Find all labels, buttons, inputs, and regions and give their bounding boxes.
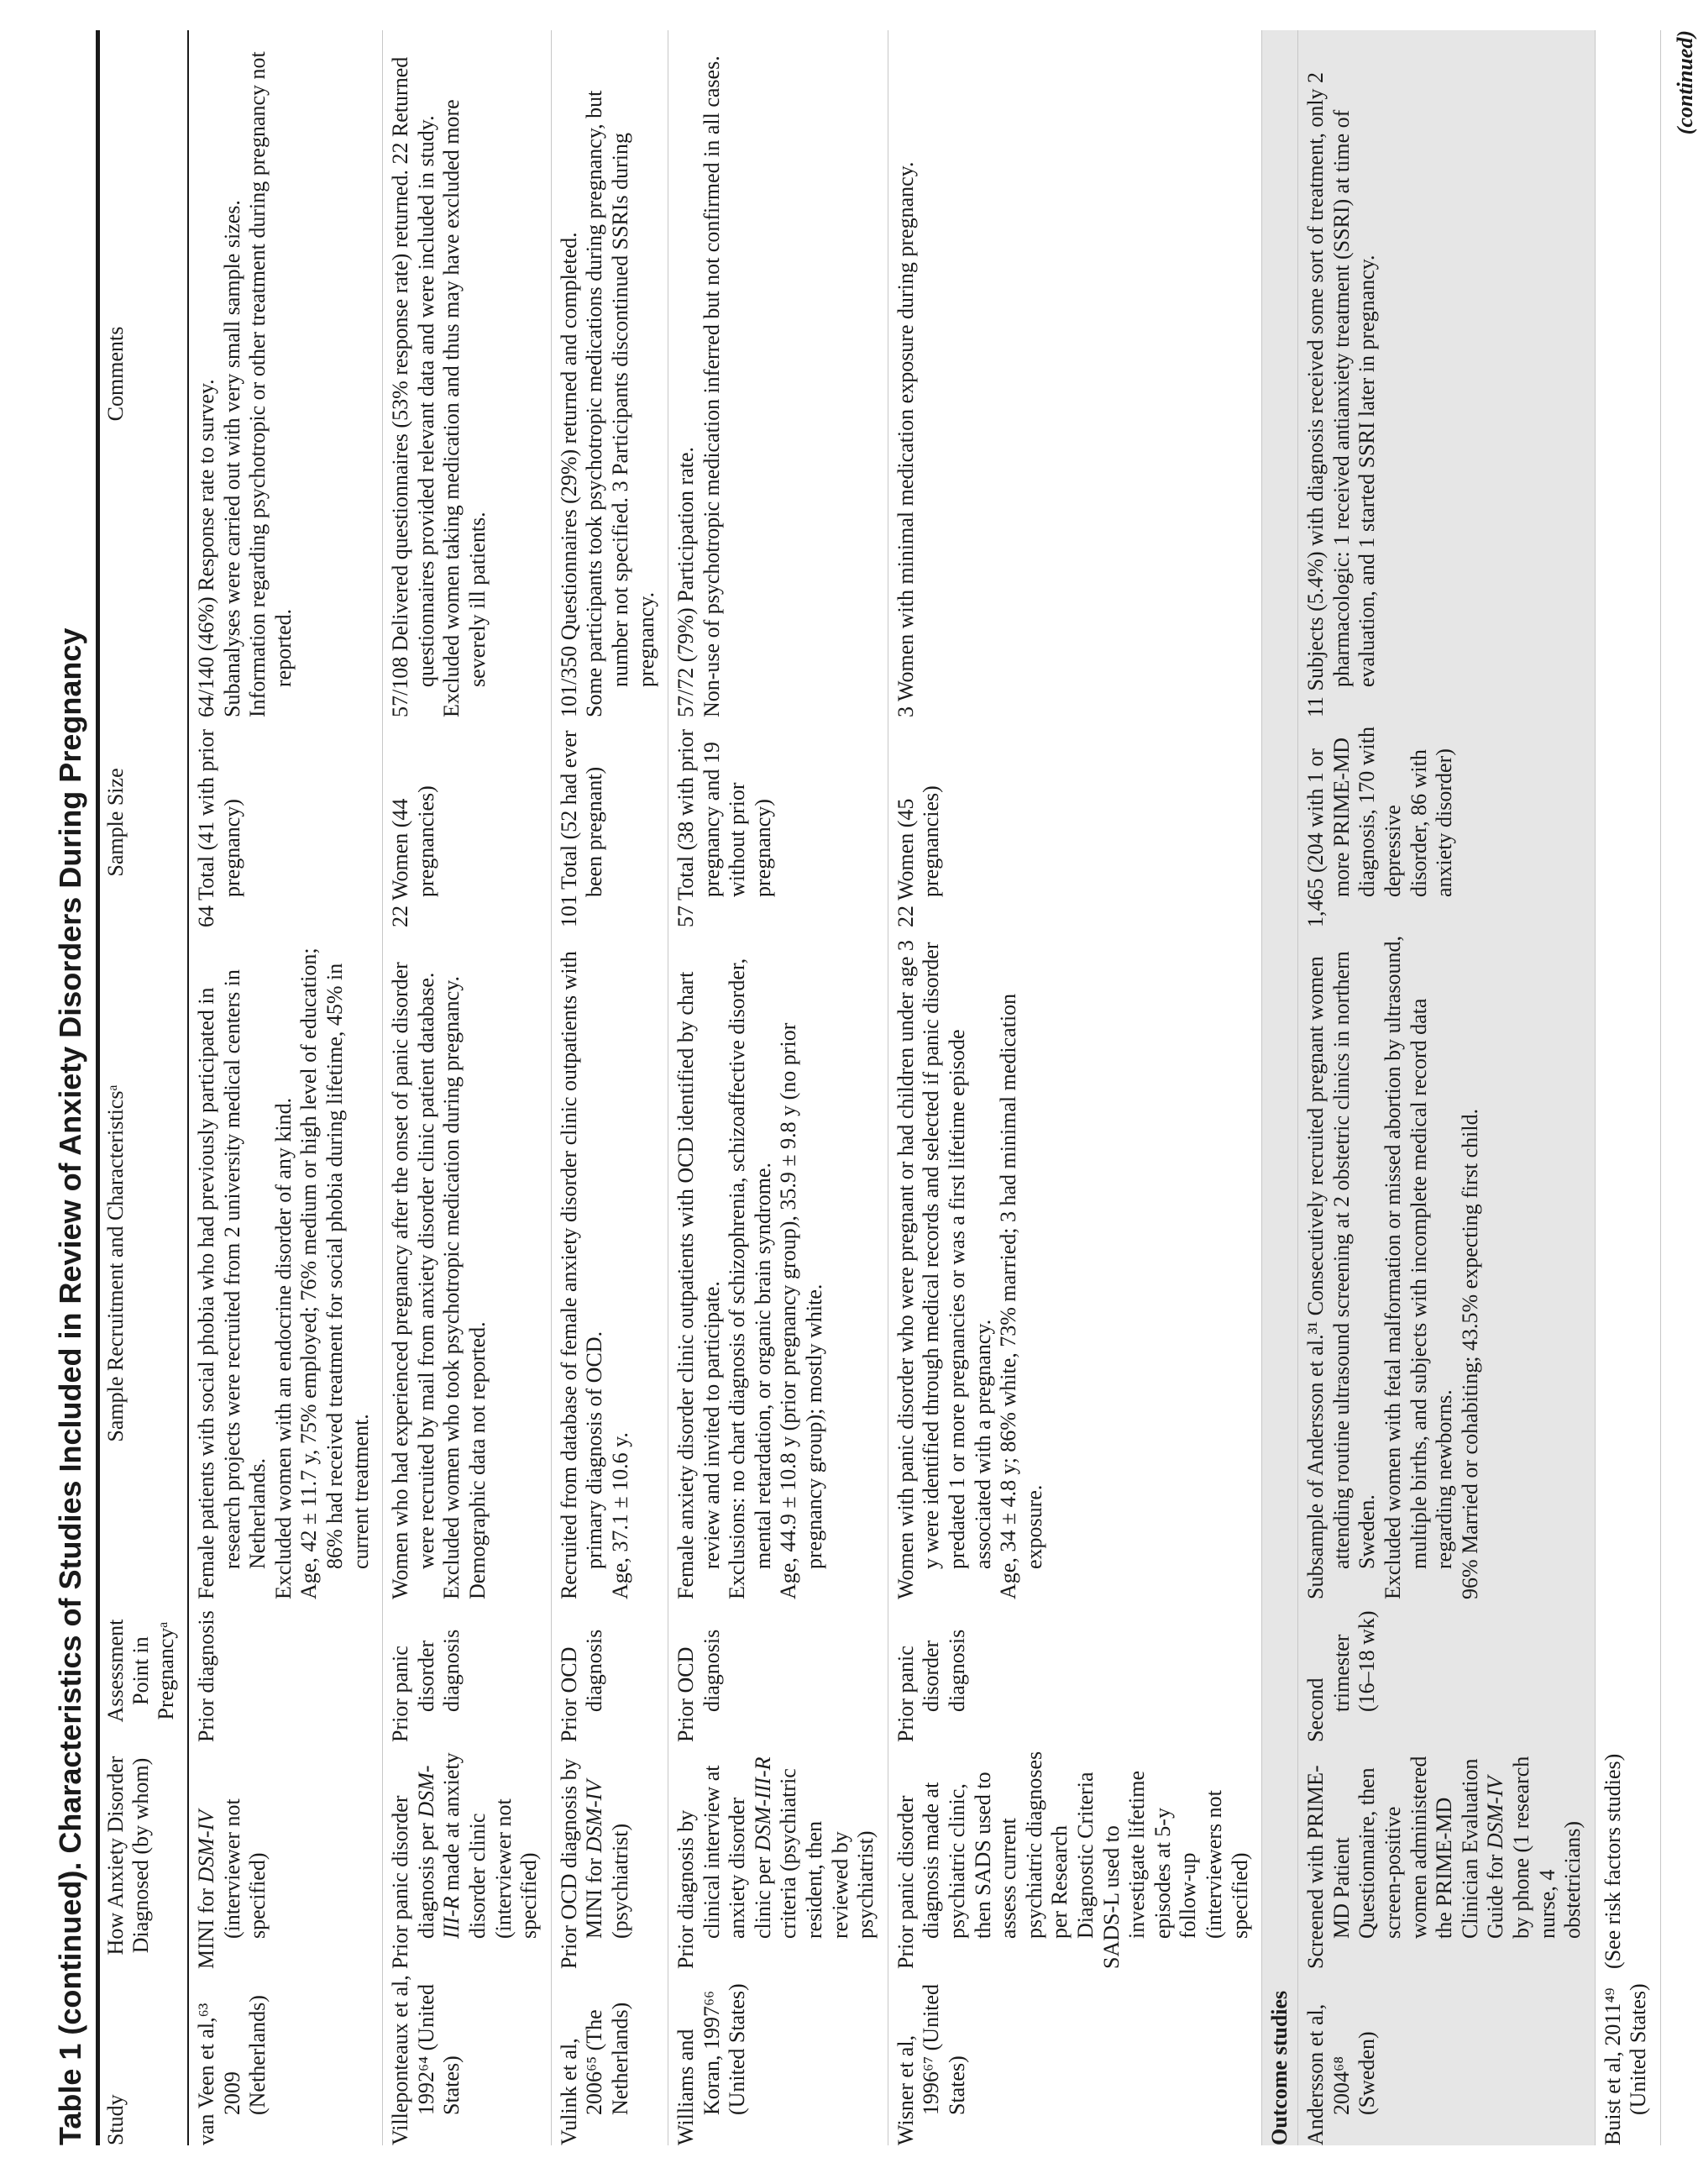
cell-recruitment-text: Exclusions: no chart diagnosis of schizophrenia, schizoaffective disorder, mental retardation, or organic brain syndrome. — [725, 958, 775, 1599]
section-label-outcome-studies: Outcome studies — [1262, 30, 1298, 2145]
cell-recruitment-text: Female anxiety disorder clinic outpatients with OCD identified by chart review and invited to participate. — [673, 971, 724, 1599]
cell-assessment-text: Second trimester (16–18 wk) — [1303, 1610, 1380, 1742]
cell-comments-text: 64/140 (46%) Response rate to survey. — [194, 379, 218, 717]
cell-sample-size-text: 22 Women (45 pregnancies) — [893, 785, 944, 927]
cell-recruitment — [894, 927, 1253, 1599]
cell-study-text: Buist et al, 2011⁴⁹ (United States) — [1600, 1983, 1651, 2145]
cell-diagnosed-text: (See risk factors studies) — [1600, 1753, 1625, 1969]
table-row — [1596, 30, 1661, 2145]
cell-diagnosed-text: Prior panic disorder diagnosis made at psychiatric clinic, then SADS used to assess current psychiatric diagnoses per Research Diagnostic Criteria — [893, 1751, 1098, 1969]
cell-diagnosed — [557, 1742, 659, 1969]
cell-study — [1303, 1969, 1586, 2145]
cell-diagnosed — [673, 1742, 879, 1969]
cell-recruitment — [1601, 927, 1652, 1599]
cell-sample-size — [1601, 717, 1652, 927]
cell-recruitment — [673, 927, 879, 1599]
cell-sample-size — [388, 717, 542, 927]
table-row — [189, 30, 383, 2145]
table-row — [1298, 30, 1596, 2145]
cell-comments-text: 101/350 Questionnaires (29%) returned and completed. — [556, 232, 581, 717]
cell-comments-text: Some participants took psychotropic medications during pregnancy, but number not specified. 3 Participants discontinued SSRIs during pregnancy. — [582, 90, 658, 717]
cell-study-text: Villeponteaux et al, 1992⁶⁴ (United States) — [388, 1975, 464, 2145]
cell-comments-text: 57/72 (79%) Participation rate. — [673, 446, 699, 717]
cell-assessment — [388, 1599, 542, 1742]
cell-recruitment-text: Age, 44.9 ± 10.8 y (prior pregnancy group), 35.9 ± 9.8 y (no prior pregnancy group); mostly white. — [776, 1022, 827, 1599]
cell-comments-text: Excluded women taking medication and thus may have excluded more severely ill patients. — [439, 99, 490, 717]
cell-diagnosed — [194, 1742, 374, 1969]
cell-sample-size — [894, 717, 1253, 927]
cell-diagnosed-text: Screened with PRIME-MD Patient Questionnaire, then screen-positive women administered the PRIME-MD Clinician Evaluation Guide for DSM-IV by phone (1 research nurse, 4 obstetricians) — [1303, 1756, 1585, 1969]
cell-recruitment-text: Age, 42 ± 11.7 y, 75% employed; 76% medium or high level of education; 86% had received treatment for social phobia during lifetime, 45% in current treatment. — [296, 948, 373, 1599]
cell-study-text: Williams and Koran, 1997⁶⁶ (United States) — [673, 1983, 750, 2145]
cell-comments — [1303, 30, 1586, 717]
cell-recruitment-text: Excluded women with fetal malformation or missed abortion by ultrasound, multiple births, and subjects with incomplete medical record data regarding newborns. — [1380, 936, 1457, 1599]
cell-assessment — [894, 1599, 1253, 1742]
table-row — [552, 30, 668, 2145]
cell-assessment-text: Prior OCD diagnosis — [673, 1629, 724, 1742]
cell-recruitment-text: Excluded women with an endocrine disorder of any kind. — [270, 1097, 296, 1599]
cell-recruitment-text: Demographic data not reported. — [464, 1321, 490, 1599]
table-row — [668, 30, 888, 2145]
cell-sample-size — [1303, 717, 1586, 927]
table-header-row — [100, 30, 187, 2145]
cell-recruitment-text: Age, 34 ± 4.8 y; 86% white, 73% married; 3 had minimal medication exposure. — [996, 993, 1046, 1599]
cell-recruitment — [1303, 927, 1586, 1599]
cell-comments — [673, 30, 879, 717]
cell-study — [388, 1969, 542, 2145]
cell-study — [557, 1969, 659, 2145]
cell-comments-text: 3 Women with minimal medication exposure during pregnancy. — [893, 161, 918, 717]
cell-comments-text: 11 Subjects (5.4%) with diagnosis received some sort of treatment, only 2 pharmacologic: 1 received antianxiety treatment (SSRI) at time of evaluation, and 1 started SSRI later in pregnancy. — [1303, 71, 1380, 717]
cell-sample-size-text: 101 Total (52 had ever been pregnant) — [556, 730, 607, 927]
cell-diagnosed-text: MINI for DSM-IV (interviewer not specified) — [194, 1798, 270, 1969]
cell-comments-text: Subanalyses were carried out with very small sample sizes. — [219, 200, 244, 717]
cell-recruitment-text: Excluded women who took psychotropic medication during pregnancy. — [439, 975, 464, 1599]
continued-label: (continued) — [1672, 30, 1697, 135]
cell-diagnosed-text: Prior panic disorder diagnosis per DSM-III-R made at anxiety disorder clinic (interviewer not specified) — [388, 1752, 542, 1969]
cell-comments — [557, 30, 659, 717]
cell-comments — [894, 30, 1253, 717]
cell-sample-size-text: 64 Total (41 with prior pregnancy) — [194, 728, 244, 927]
column-header-recruitment: Sample Recruitment and Characteristicsᵃ — [103, 1084, 128, 1442]
table-container — [52, 30, 1698, 2145]
cell-diagnosed-text: Prior diagnosis by clinical interview at anxiety disorder clinic per DSM-III-R criteria (psychiatric resident, then reviewed by psychiatrist) — [673, 1756, 878, 1969]
cell-assessment-text: Prior diagnosis — [194, 1610, 218, 1742]
cell-recruitment-text: 96% Married or cohabiting; 43.5% expecting first child. — [1457, 1108, 1482, 1599]
cell-sample-size-text: 1,465 (204 with 1 or more PRIME-MD diagnosis, 170 with depressive disorder, 86 with anxiety disorder) — [1303, 727, 1457, 927]
column-header-comments: Comments — [103, 326, 128, 422]
cell-diagnosed-text: SADS-L used to investigate lifetime episodes at 5-y follow-up (interviewers not specified) — [1098, 1771, 1252, 1969]
cell-study-text: Wisner et al, 1996⁶⁷ (United States) — [893, 1983, 970, 2145]
cell-recruitment-text: Recruited from database of female anxiety disorder clinic outpatients with primary diagnosis of OCD. — [556, 951, 607, 1599]
column-header-sample-size: Sample Size — [103, 768, 128, 877]
cell-sample-size — [194, 717, 374, 927]
table-title: Table 1 (continued). Characteristics of Studies Included in Review of Anxiety Disorders During Pregnancy — [53, 627, 87, 2145]
cell-sample-size-text: 22 Women (44 pregnancies) — [388, 785, 438, 927]
cell-assessment-text: Prior OCD diagnosis — [556, 1629, 607, 1742]
table-row — [888, 30, 1262, 2145]
cell-comments — [194, 30, 374, 717]
cell-study-text: van Veen et al,⁶³ 2009 (Netherlands) — [194, 1995, 270, 2145]
cell-diagnosed — [894, 1742, 1253, 1969]
cell-study — [894, 1969, 1253, 2145]
cell-recruitment-text: Women with panic disorder who were pregnant or had children under age 3 y were identified through medical records and selected if panic disorder predated 1 or more pregnancies or was a first lifetime episode associated with a pregnancy. — [893, 940, 995, 1599]
cell-study — [194, 1969, 374, 2145]
cell-sample-size — [673, 717, 879, 927]
cell-comments-text: Information regarding psychotropic or other treatment during pregnancy not reported. — [245, 51, 296, 717]
cell-diagnosed-text: Prior OCD diagnosis by MINI for DSM-IV (psychiatrist) — [556, 1758, 632, 1969]
cell-study — [673, 1969, 879, 2145]
cell-study — [1601, 1969, 1652, 2145]
cell-assessment — [673, 1599, 879, 1742]
cell-recruitment — [557, 927, 659, 1599]
cell-study-text: Andersson et al, 2004⁶⁸ (Sweden) — [1303, 2003, 1380, 2145]
cell-assessment — [194, 1599, 374, 1742]
table-row — [383, 30, 552, 2145]
cell-assessment — [1303, 1599, 1586, 1742]
cell-diagnosed — [388, 1742, 542, 1969]
cell-study-text: Vulink et al, 2006⁶⁵ (The Netherlands) — [556, 2002, 632, 2145]
cell-comments-text: 57/108 Delivered questionnaires (53% response rate) returned. 22 Returned questionnaires provided relevant data and were included in study. — [388, 56, 438, 717]
table-body — [189, 30, 1262, 2145]
cell-assessment — [1601, 1599, 1652, 1742]
cell-recruitment-text: Women who had experienced pregnancy after the onset of panic disorder were recruited by mail from anxiety disorder clinic patient database. — [388, 962, 438, 1599]
cell-sample-size — [557, 717, 659, 927]
cell-comments — [388, 30, 542, 717]
cell-recruitment — [194, 927, 374, 1599]
cell-recruitment-text: Age, 37.1 ± 10.6 y. — [607, 1432, 632, 1599]
cell-sample-size-text: 57 Total (38 with prior pregnancy and 19 without prior pregnancy) — [673, 728, 775, 927]
cell-diagnosed — [1601, 1742, 1652, 1969]
outcome-table-body — [1298, 30, 1661, 2145]
cell-assessment-text: Prior panic disorder diagnosis — [893, 1629, 970, 1742]
column-header-diagnosed: How Anxiety Disorder Diagnosed (by whom) — [103, 1756, 153, 1956]
cell-recruitment-text: Subsample of Andersson et al.³¹ Consecutively recruited pregnant women attending routine ultrasound screening at 2 obstetric clinics in northern Sweden. — [1303, 951, 1380, 1599]
cell-recruitment-text: Female patients with social phobia who had previously participated in research projects were recruited from 2 university medical centers in Netherlands. — [194, 969, 270, 1599]
column-header-study: Study — [103, 2094, 128, 2145]
cell-recruitment — [388, 927, 542, 1599]
column-header-assessment: Assessment Point in Pregnancyᵃ — [103, 1619, 178, 1723]
cell-assessment — [557, 1599, 659, 1742]
cell-diagnosed — [1303, 1742, 1586, 1969]
cell-comments-text: Non-use of psychotropic medication inferred but not confirmed in all cases. — [699, 55, 724, 717]
cell-comments — [1601, 30, 1652, 717]
cell-assessment-text: Prior panic disorder diagnosis — [388, 1629, 464, 1742]
